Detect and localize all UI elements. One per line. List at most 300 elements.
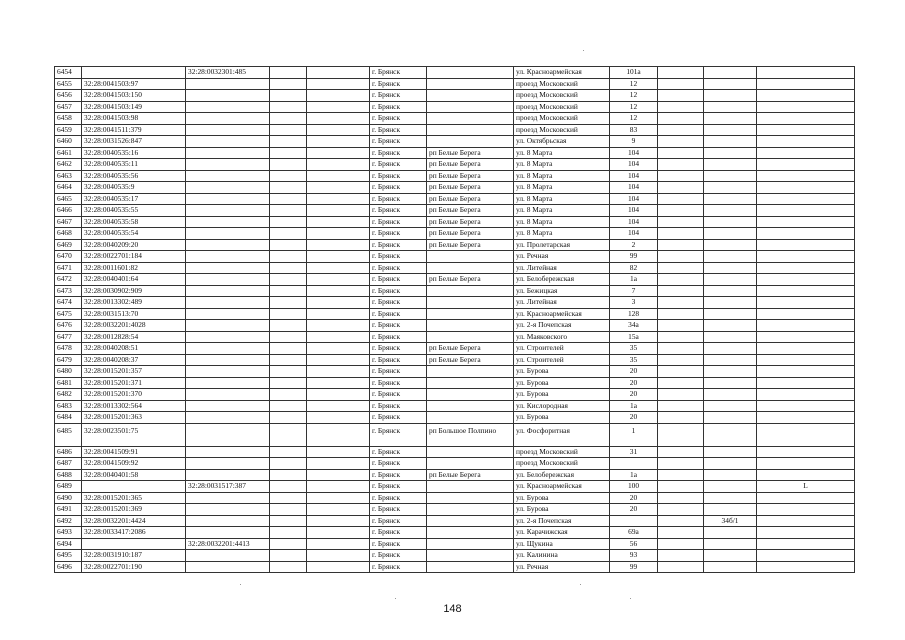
cadastral-number-cell: 32:28:0040535:16: [82, 147, 186, 159]
house-cell: 104: [610, 182, 658, 194]
empty-cell: [270, 320, 307, 332]
empty-cell: [270, 239, 307, 251]
empty-cell: [270, 515, 307, 527]
cadastral-number-alt-cell: [186, 354, 270, 366]
table-row: [55, 285, 855, 297]
empty-cell: [307, 251, 370, 263]
extra-cell: [658, 331, 704, 343]
row-number: 6496: [55, 561, 82, 573]
cadastral-number-alt-cell: [186, 458, 270, 470]
cadastral-number-cell: 32:28:0012828:54: [82, 331, 186, 343]
table-body: [55, 67, 855, 573]
city-cell: г. Брянск: [370, 366, 427, 378]
street-cell: ул. Октябрьская: [514, 136, 610, 148]
district-cell: [427, 481, 514, 493]
house-cell: 34а: [610, 320, 658, 332]
extra-cell: [658, 400, 704, 412]
street-cell: ул. Литейная: [514, 297, 610, 309]
house-cell: 99: [610, 251, 658, 263]
cadastral-number-cell: 32:28:0040535:56: [82, 170, 186, 182]
mark-cell: [757, 469, 855, 481]
building-cell: [704, 159, 757, 171]
cadastral-number-cell: 32:28:0040535:58: [82, 216, 186, 228]
cadastral-number-alt-cell: [186, 550, 270, 562]
house-cell: 83: [610, 124, 658, 136]
cadastral-number-cell: 32:28:0013302:564: [82, 400, 186, 412]
mark-cell: L: [757, 481, 855, 493]
empty-cell: [307, 239, 370, 251]
table-row: [55, 136, 855, 148]
building-cell: [704, 262, 757, 274]
mark-cell: [757, 67, 855, 79]
house-cell: 104: [610, 216, 658, 228]
table-row: [55, 274, 855, 286]
table-row: [55, 423, 855, 446]
house-cell: 20: [610, 389, 658, 401]
cadastral-number-cell: 32:28:0040535:17: [82, 193, 186, 205]
empty-cell: [270, 538, 307, 550]
empty-cell: [307, 343, 370, 355]
extra-cell: [658, 90, 704, 102]
cadastral-number-alt-cell: [186, 469, 270, 481]
building-cell: [704, 469, 757, 481]
district-cell: рп Большое Полпино: [427, 423, 514, 446]
district-cell: [427, 136, 514, 148]
cadastral-number-cell: 32:28:0030902:909: [82, 285, 186, 297]
extra-cell: [658, 561, 704, 573]
house-cell: 93: [610, 550, 658, 562]
building-cell: [704, 492, 757, 504]
extra-cell: [658, 159, 704, 171]
building-cell: [704, 377, 757, 389]
building-cell: [704, 527, 757, 539]
building-cell: [704, 423, 757, 446]
cadastral-number-cell: 32:28:0032201:4424: [82, 515, 186, 527]
building-cell: [704, 78, 757, 90]
house-cell: 69а: [610, 527, 658, 539]
district-cell: [427, 285, 514, 297]
mark-cell: [757, 90, 855, 102]
empty-cell: [307, 101, 370, 113]
city-cell: г. Брянск: [370, 400, 427, 412]
extra-cell: [658, 101, 704, 113]
mark-cell: [757, 354, 855, 366]
street-cell: ул. 2-я Почепская: [514, 320, 610, 332]
mark-cell: [757, 274, 855, 286]
cadastral-number-alt-cell: [186, 136, 270, 148]
cadastral-number-cell: 32:28:0011601:82: [82, 262, 186, 274]
cadastral-number-cell: 32:28:0041509:92: [82, 458, 186, 470]
extra-cell: [658, 377, 704, 389]
cadastral-number-cell: 32:28:0032201:4028: [82, 320, 186, 332]
empty-cell: [270, 216, 307, 228]
cadastral-number-cell: 32:28:0033417:2086: [82, 527, 186, 539]
district-cell: [427, 320, 514, 332]
empty-cell: [307, 515, 370, 527]
building-cell: [704, 297, 757, 309]
city-cell: г. Брянск: [370, 216, 427, 228]
street-cell: ул. Щукина: [514, 538, 610, 550]
district-cell: [427, 538, 514, 550]
extra-cell: [658, 297, 704, 309]
district-cell: рп Белые Берега: [427, 147, 514, 159]
empty-cell: [270, 423, 307, 446]
empty-cell: [270, 308, 307, 320]
building-cell: [704, 412, 757, 424]
row-number: 6456: [55, 90, 82, 102]
cadastral-number-cell: 32:28:0040209:20: [82, 239, 186, 251]
building-cell: [704, 561, 757, 573]
street-cell: ул. Кислородная: [514, 400, 610, 412]
row-number: 6476: [55, 320, 82, 332]
empty-cell: [307, 492, 370, 504]
city-cell: г. Брянск: [370, 331, 427, 343]
district-cell: [427, 297, 514, 309]
building-cell: [704, 504, 757, 516]
mark-cell: [757, 515, 855, 527]
empty-cell: [307, 78, 370, 90]
house-cell: 104: [610, 193, 658, 205]
city-cell: г. Брянск: [370, 504, 427, 516]
house-cell: 1а: [610, 274, 658, 286]
empty-cell: [307, 538, 370, 550]
mark-cell: [757, 170, 855, 182]
empty-cell: [307, 527, 370, 539]
building-cell: [704, 550, 757, 562]
city-cell: г. Брянск: [370, 205, 427, 217]
extra-cell: [658, 262, 704, 274]
row-number: 6485: [55, 423, 82, 446]
empty-cell: [270, 366, 307, 378]
extra-cell: [658, 481, 704, 493]
extra-cell: [658, 550, 704, 562]
row-number: 6492: [55, 515, 82, 527]
table-row: [55, 182, 855, 194]
house-cell: 104: [610, 170, 658, 182]
empty-cell: [270, 262, 307, 274]
street-cell: ул. Белобережская: [514, 469, 610, 481]
building-cell: [704, 67, 757, 79]
table-row: [55, 377, 855, 389]
extra-cell: [658, 124, 704, 136]
row-number: 6478: [55, 343, 82, 355]
street-cell: ул. 8 Марта: [514, 159, 610, 171]
row-number: 6474: [55, 297, 82, 309]
city-cell: г. Брянск: [370, 90, 427, 102]
street-cell: ул. 8 Марта: [514, 170, 610, 182]
cadastral-number-cell: [82, 481, 186, 493]
empty-cell: [307, 228, 370, 240]
street-cell: ул. Бурова: [514, 377, 610, 389]
row-number: 6495: [55, 550, 82, 562]
cadastral-number-cell: 32:28:0022701:184: [82, 251, 186, 263]
empty-cell: [270, 469, 307, 481]
cadastral-number-alt-cell: [186, 308, 270, 320]
cadastral-number-cell: 32:28:0040401:64: [82, 274, 186, 286]
cadastral-number-cell: 32:28:0015201:363: [82, 412, 186, 424]
extra-cell: [658, 366, 704, 378]
building-cell: [704, 90, 757, 102]
city-cell: г. Брянск: [370, 113, 427, 125]
extra-cell: [658, 354, 704, 366]
table-row: [55, 412, 855, 424]
empty-cell: [307, 216, 370, 228]
district-cell: [427, 504, 514, 516]
table-row: [55, 469, 855, 481]
mark-cell: [757, 343, 855, 355]
street-cell: ул. 8 Марта: [514, 147, 610, 159]
cadastral-number-alt-cell: [186, 297, 270, 309]
row-number: 6482: [55, 389, 82, 401]
mark-cell: [757, 458, 855, 470]
street-cell: ул. Бурова: [514, 492, 610, 504]
house-cell: [610, 515, 658, 527]
mark-cell: [757, 389, 855, 401]
empty-cell: [270, 285, 307, 297]
district-cell: рп Белые Берега: [427, 239, 514, 251]
building-cell: [704, 343, 757, 355]
mark-cell: [757, 239, 855, 251]
mark-cell: [757, 159, 855, 171]
mark-cell: [757, 124, 855, 136]
cadastral-number-alt-cell: [186, 124, 270, 136]
street-cell: ул. 8 Марта: [514, 182, 610, 194]
house-cell: 9: [610, 136, 658, 148]
row-number: 6483: [55, 400, 82, 412]
row-number: 6486: [55, 446, 82, 458]
row-number: 6470: [55, 251, 82, 263]
district-cell: [427, 561, 514, 573]
extra-cell: [658, 308, 704, 320]
cadastral-number-alt-cell: [186, 331, 270, 343]
mark-cell: [757, 308, 855, 320]
row-number: 6455: [55, 78, 82, 90]
mark-cell: [757, 285, 855, 297]
city-cell: г. Брянск: [370, 446, 427, 458]
cadastral-number-alt-cell: [186, 285, 270, 297]
extra-cell: [658, 78, 704, 90]
city-cell: г. Брянск: [370, 124, 427, 136]
extra-cell: [658, 504, 704, 516]
row-number: 6462: [55, 159, 82, 171]
empty-cell: [270, 170, 307, 182]
city-cell: г. Брянск: [370, 285, 427, 297]
cadastral-number-alt-cell: [186, 216, 270, 228]
table-row: [55, 78, 855, 90]
row-number: 6463: [55, 170, 82, 182]
table-row: [55, 101, 855, 113]
empty-cell: [307, 389, 370, 401]
extra-cell: [658, 285, 704, 297]
cadastral-number-alt-cell: [186, 446, 270, 458]
district-cell: [427, 389, 514, 401]
table-row: [55, 170, 855, 182]
cadastral-number-cell: 32:28:0040535:54: [82, 228, 186, 240]
city-cell: г. Брянск: [370, 101, 427, 113]
house-cell: 31: [610, 446, 658, 458]
street-cell: ул. Бурова: [514, 366, 610, 378]
district-cell: рп Белые Берега: [427, 469, 514, 481]
building-cell: [704, 389, 757, 401]
district-cell: [427, 515, 514, 527]
district-cell: рп Белые Берега: [427, 228, 514, 240]
city-cell: г. Брянск: [370, 377, 427, 389]
city-cell: г. Брянск: [370, 147, 427, 159]
table-row: [55, 492, 855, 504]
empty-cell: [307, 354, 370, 366]
building-cell: [704, 147, 757, 159]
house-cell: 20: [610, 504, 658, 516]
building-cell: [704, 182, 757, 194]
empty-cell: [307, 308, 370, 320]
street-cell: проезд Московский: [514, 113, 610, 125]
empty-cell: [270, 389, 307, 401]
street-cell: ул. Фосфоритная: [514, 423, 610, 446]
house-cell: 35: [610, 343, 658, 355]
cadastral-number-cell: 32:28:0040208:51: [82, 343, 186, 355]
district-cell: рп Белые Берега: [427, 170, 514, 182]
building-cell: [704, 320, 757, 332]
extra-cell: [658, 469, 704, 481]
building-cell: [704, 170, 757, 182]
cadastral-number-cell: 32:28:0031526:847: [82, 136, 186, 148]
row-number: 6460: [55, 136, 82, 148]
cadastral-number-alt-cell: [186, 147, 270, 159]
street-cell: ул. Литейная: [514, 262, 610, 274]
mark-cell: [757, 78, 855, 90]
mark-cell: [757, 101, 855, 113]
cadastral-number-alt-cell: [186, 159, 270, 171]
building-cell: [704, 251, 757, 263]
cadastral-number-cell: 32:28:0040401:58: [82, 469, 186, 481]
street-cell: ул. 8 Марта: [514, 228, 610, 240]
street-cell: проезд Московский: [514, 446, 610, 458]
house-cell: 1: [610, 423, 658, 446]
district-cell: [427, 113, 514, 125]
cadastral-number-cell: 32:28:0015201:365: [82, 492, 186, 504]
empty-cell: [307, 159, 370, 171]
row-number: 6471: [55, 262, 82, 274]
house-cell: 82: [610, 262, 658, 274]
empty-cell: [270, 561, 307, 573]
empty-cell: [270, 343, 307, 355]
house-cell: 20: [610, 366, 658, 378]
cadastral-number-cell: 32:28:0022701:190: [82, 561, 186, 573]
empty-cell: [270, 101, 307, 113]
empty-cell: [270, 481, 307, 493]
city-cell: г. Брянск: [370, 538, 427, 550]
building-cell: [704, 354, 757, 366]
empty-cell: [307, 400, 370, 412]
street-cell: ул. Речная: [514, 561, 610, 573]
mark-cell: [757, 320, 855, 332]
empty-cell: [270, 182, 307, 194]
empty-cell: [307, 113, 370, 125]
house-cell: 104: [610, 147, 658, 159]
district-cell: [427, 400, 514, 412]
street-cell: проезд Московский: [514, 101, 610, 113]
empty-cell: [307, 67, 370, 79]
street-cell: проезд Московский: [514, 124, 610, 136]
house-cell: 1а: [610, 469, 658, 481]
extra-cell: [658, 251, 704, 263]
cadastral-number-alt-cell: [186, 400, 270, 412]
cadastral-number-cell: 32:28:0031910:187: [82, 550, 186, 562]
empty-cell: [270, 205, 307, 217]
city-cell: г. Брянск: [370, 239, 427, 251]
cadastral-number-alt-cell: [186, 527, 270, 539]
empty-cell: [307, 297, 370, 309]
empty-cell: [270, 354, 307, 366]
row-number: 6490: [55, 492, 82, 504]
mark-cell: [757, 400, 855, 412]
row-number: 6457: [55, 101, 82, 113]
cadastral-number-alt-cell: [186, 90, 270, 102]
table-row: [55, 458, 855, 470]
cadastral-number-cell: 32:28:0015201:369: [82, 504, 186, 516]
empty-cell: [307, 481, 370, 493]
city-cell: г. Брянск: [370, 458, 427, 470]
building-cell: [704, 481, 757, 493]
empty-cell: [307, 285, 370, 297]
extra-cell: [658, 67, 704, 79]
extra-cell: [658, 538, 704, 550]
cadastral-number-alt-cell: [186, 492, 270, 504]
extra-cell: [658, 216, 704, 228]
street-cell: ул. Строителей: [514, 343, 610, 355]
city-cell: г. Брянск: [370, 308, 427, 320]
cadastral-number-alt-cell: [186, 343, 270, 355]
house-cell: 104: [610, 228, 658, 240]
cadastral-number-cell: 32:28:0041503:150: [82, 90, 186, 102]
district-cell: [427, 308, 514, 320]
mark-cell: [757, 228, 855, 240]
table-row: [55, 205, 855, 217]
cadastral-number-alt-cell: [186, 377, 270, 389]
mark-cell: [757, 366, 855, 378]
city-cell: г. Брянск: [370, 481, 427, 493]
city-cell: г. Брянск: [370, 515, 427, 527]
district-cell: [427, 377, 514, 389]
city-cell: г. Брянск: [370, 228, 427, 240]
building-cell: [704, 538, 757, 550]
mark-cell: [757, 538, 855, 550]
empty-cell: [270, 251, 307, 263]
empty-cell: [307, 458, 370, 470]
empty-cell: [270, 67, 307, 79]
street-cell: ул. Белобережская: [514, 274, 610, 286]
city-cell: г. Брянск: [370, 343, 427, 355]
table-row: [55, 550, 855, 562]
street-cell: ул. Маяковского: [514, 331, 610, 343]
cadastral-number-cell: 32:28:0015201:357: [82, 366, 186, 378]
table-row: [55, 216, 855, 228]
street-cell: ул. 8 Марта: [514, 205, 610, 217]
street-cell: проезд Московский: [514, 78, 610, 90]
row-number: 6481: [55, 377, 82, 389]
cadastral-number-cell: [82, 538, 186, 550]
mark-cell: [757, 377, 855, 389]
empty-cell: [307, 136, 370, 148]
table-row: [55, 481, 855, 493]
house-cell: 7: [610, 285, 658, 297]
table-row: [55, 308, 855, 320]
cadastral-number-alt-cell: [186, 78, 270, 90]
cadastral-number-alt-cell: [186, 239, 270, 251]
empty-cell: [307, 182, 370, 194]
district-cell: рп Белые Берега: [427, 182, 514, 194]
table-row: [55, 538, 855, 550]
